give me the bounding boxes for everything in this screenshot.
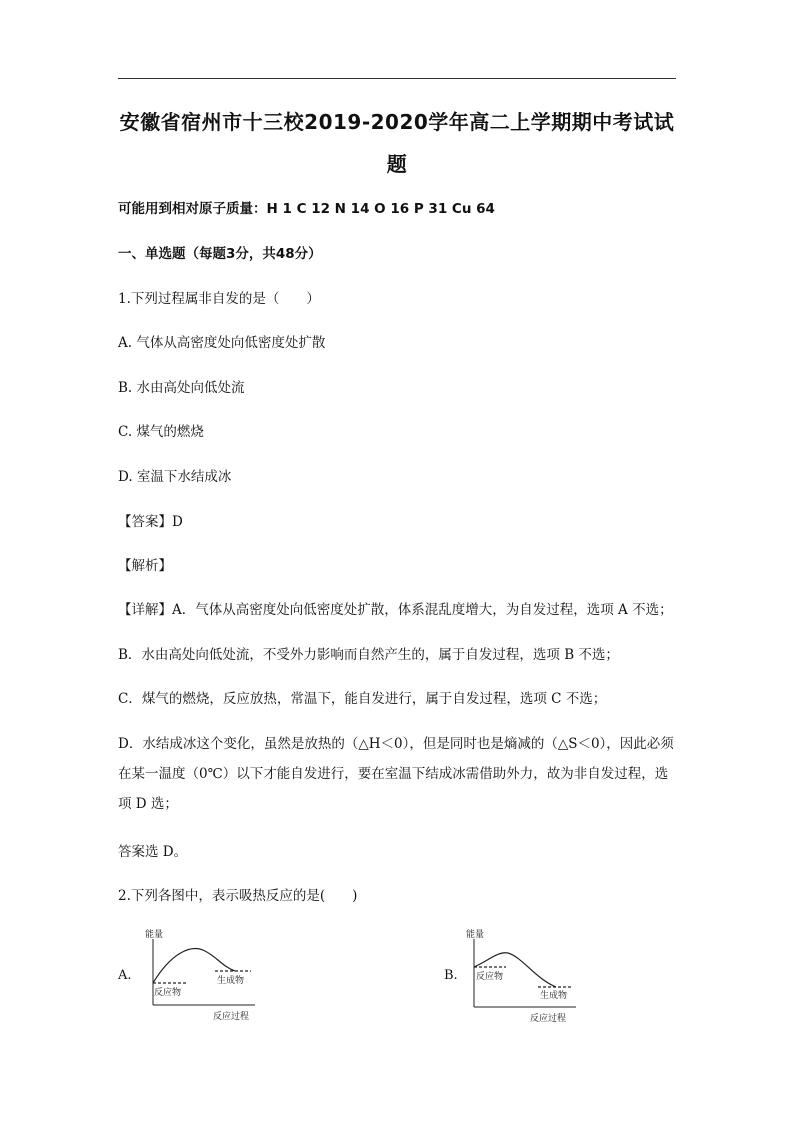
- figure-a-label: A.: [118, 968, 132, 983]
- document-title-line1: 安徽省宿州市十三校2019-2020学年高二上学期期中考试试: [119, 110, 675, 134]
- question-1-detail-d: D．水结成冰这个变化，虽然是放热的（△H＜0），但是同时也是熵减的（△S＜0），因此必须在某一温度（0℃）以下才能自发进行，要在室温下结成冰需借助外力，故为非自发过程，选项 D 选；: [118, 736, 674, 812]
- document-title-line2: 题: [386, 152, 408, 176]
- question-1-detail-c: C．煤气的燃烧，反应放热，常温下，能自发进行，属于自发过程，选项 C 不选；: [118, 691, 607, 707]
- reactant-label: 反应物: [476, 972, 504, 982]
- question-1-option-a: A. 气体从高密度处向低密度处扩散: [118, 335, 326, 351]
- question-1-option-c: C. 煤气的燃烧: [118, 424, 204, 440]
- section-heading: 一、单选题（每题3分，共48分）: [118, 246, 322, 262]
- question-1-detail-a: 【详解】A．气体从高密度处向低密度处扩散，体系混乱度增大，为自发过程，选项 A 不选；: [118, 602, 673, 618]
- x-axis-label: 反应过程: [213, 1012, 250, 1022]
- atomic-masses-note: 可能用到相对原子质量：H 1 C 12 N 14 O 16 P 31 Cu 64: [118, 201, 495, 217]
- energy-diagram-b: [456, 925, 596, 1025]
- x-axis-label: 反应过程: [530, 1014, 567, 1024]
- reactant-label: 反应物: [154, 988, 182, 998]
- product-label: 生成物: [217, 976, 245, 986]
- header-rule: [118, 78, 676, 79]
- y-axis-label: 能量: [466, 930, 485, 940]
- y-axis-label: 能量: [145, 930, 164, 940]
- question-1-option-d: D. 室温下水结成冰: [118, 469, 232, 485]
- question-1-stem: 1.下列过程属非自发的是（ ）: [118, 291, 320, 307]
- question-1-answer: 【答案】D: [118, 514, 183, 530]
- question-1-option-b: B. 水由高处向低处流: [118, 380, 245, 396]
- energy-diagram-a: [135, 925, 275, 1025]
- question-1-detail-b: B．水由高处向低处流，不受外力影响而自然产生的，属于自发过程，选项 B 不选；: [118, 647, 619, 663]
- question-1-analysis-heading: 【解析】: [118, 558, 172, 574]
- product-label: 生成物: [540, 991, 568, 1001]
- question-2-stem: 2.下列各图中，表示吸热反应的是( ): [118, 888, 358, 904]
- figure-b-label: B.: [444, 968, 458, 983]
- question-1-conclusion: 答案选 D。: [118, 844, 188, 860]
